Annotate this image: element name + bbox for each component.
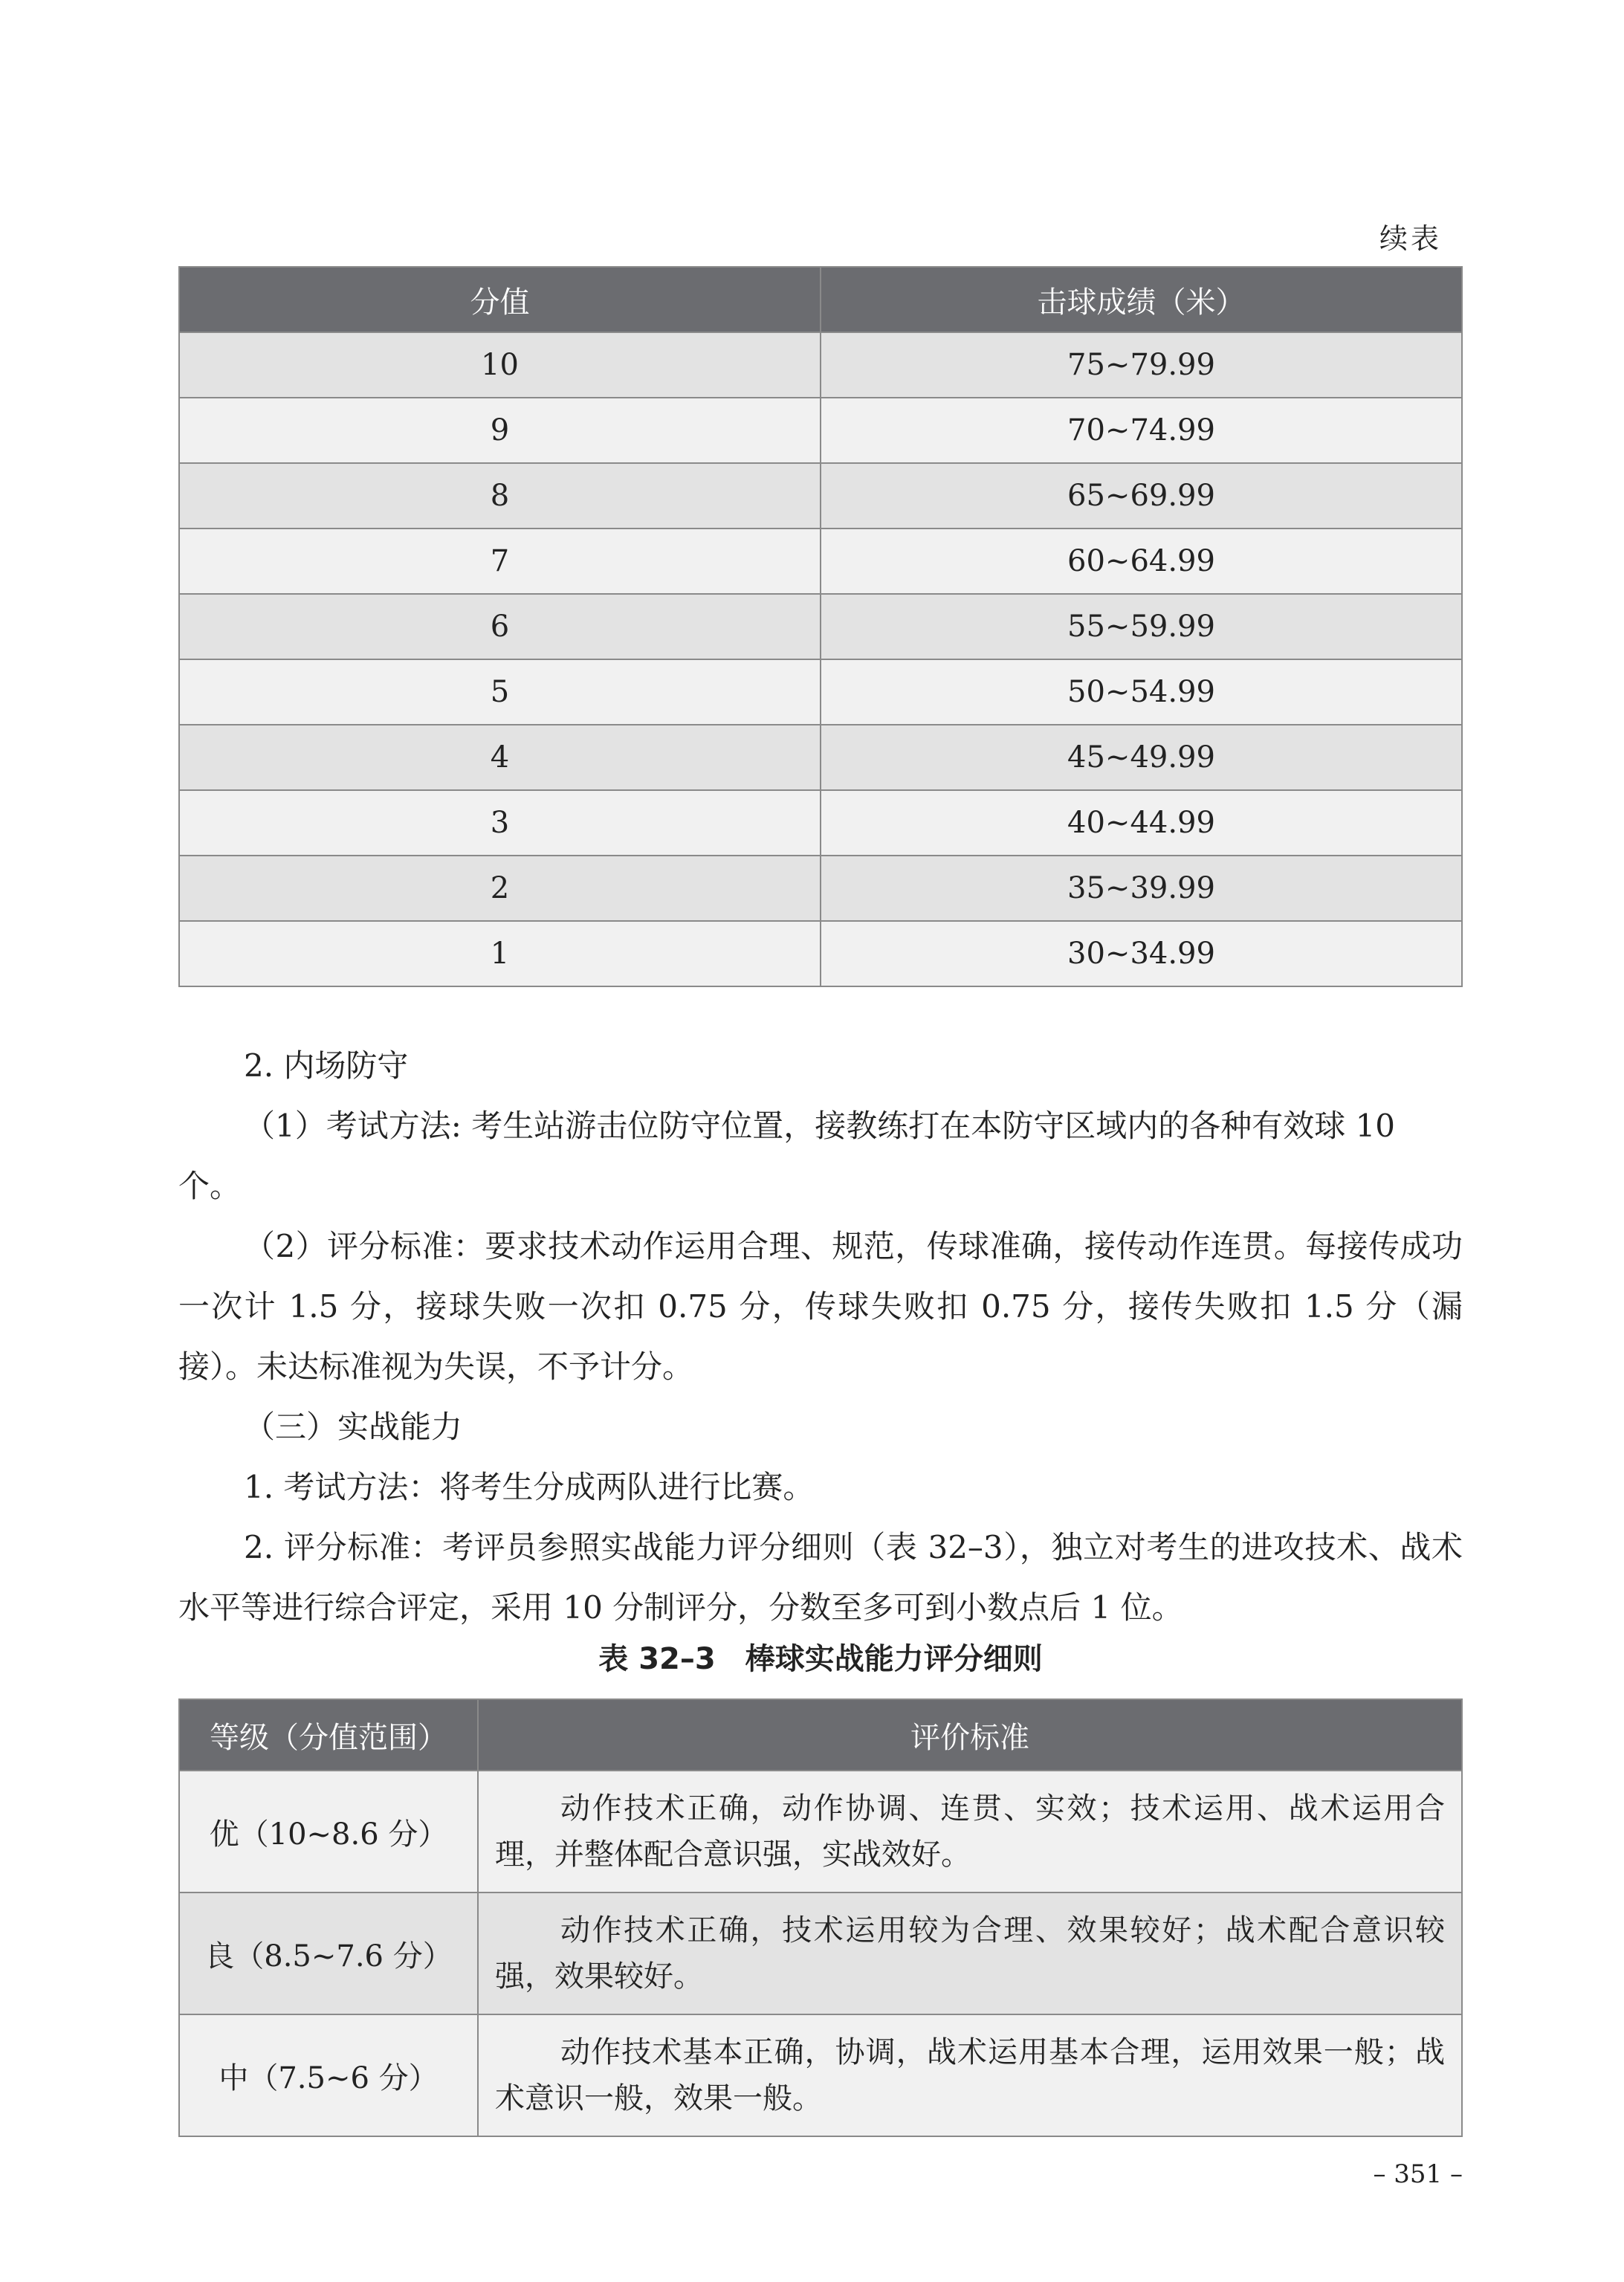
range-cell: 75~79.99 (821, 332, 1462, 398)
score-cell: 10 (179, 332, 821, 398)
page-number: – 351 – (1373, 2159, 1463, 2189)
paragraph-combat-test-method: 1. 考试方法：将考生分成两队进行比赛。 (244, 1469, 815, 1505)
rating-table-header (179, 1699, 1462, 1771)
table-row (179, 1892, 1462, 2014)
table-caption: 表 32–3 棒球实战能力评分细则 (598, 1642, 1043, 1676)
column-header-hit-result: 击球成绩（米） (821, 267, 1462, 332)
table-row (179, 790, 1462, 856)
range-cell: 55~59.99 (821, 594, 1462, 659)
table-row (179, 398, 1462, 463)
table-row (179, 921, 1462, 986)
score-table-header (179, 267, 1462, 332)
paragraph-scoring-standard: （2）评分标准：要求技术动作运用合理、规范，传球准确，接传动作连贯。每接传成功一次计 1.5 分，接球失败一次扣 0.75 分，传球失败扣 0.75 分，接传失败扣 1.5 分（漏接）。未达标准视为失误，不予计分。 (178, 1228, 1463, 1385)
score-cell: 8 (179, 463, 821, 529)
table-row (179, 529, 1462, 594)
table-row (179, 594, 1462, 659)
section-heading-infield-defense: 2. 内场防守 (244, 1047, 409, 1084)
paragraph-combat-scoring-standard: 2. 评分标准：考评员参照实战能力评分细则（表 32–3），独立对考生的进攻技术、战术水平等进行综合评定，采用 10 分制评分，分数至多可到小数点后 1 位。 (178, 1529, 1463, 1626)
range-cell: 45~49.99 (821, 725, 1462, 790)
range-cell: 30~34.99 (821, 921, 1462, 986)
range-cell: 50~54.99 (821, 659, 1462, 725)
grade-cell: 优（10~8.6 分） (179, 1771, 478, 1892)
score-cell: 3 (179, 790, 821, 856)
score-cell: 5 (179, 659, 821, 725)
range-cell: 70~74.99 (821, 398, 1462, 463)
table-row (179, 2014, 1462, 2136)
table-row (179, 659, 1462, 725)
score-cell: 6 (179, 594, 821, 659)
score-cell: 7 (179, 529, 821, 594)
range-cell: 60~64.99 (821, 529, 1462, 594)
table-row (179, 856, 1462, 921)
table-row (179, 463, 1462, 529)
grade-cell: 良（8.5~7.6 分） (179, 1892, 478, 2014)
score-cell: 9 (179, 398, 821, 463)
column-header-criteria: 评价标准 (478, 1699, 1462, 1771)
section-heading-combat-ability: （三）实战能力 (244, 1409, 463, 1445)
column-header-grade: 等级（分值范围） (179, 1699, 478, 1771)
range-cell: 40~44.99 (821, 790, 1462, 856)
continued-table-label: 续表 (1379, 222, 1442, 255)
score-table (178, 266, 1463, 987)
range-cell: 65~69.99 (821, 463, 1462, 529)
table-row (179, 1771, 1462, 1892)
column-header-score: 分值 (179, 267, 821, 332)
grade-cell: 中（7.5~6 分） (179, 2014, 478, 2136)
paragraph-test-method: （1）考试方法: 考生站游击位防守位置，接教练打在本防守区域内的各种有效球 10 个。 (178, 1108, 1396, 1204)
criteria-cell: 动作技术正确，技术运用较为合理、效果较好；战术配合意识较强，效果较好。 (478, 1892, 1462, 2014)
rating-table (178, 1698, 1463, 2137)
criteria-cell: 动作技术正确，动作协调、连贯、实效；技术运用、战术运用合理，并整体配合意识强，实战效好。 (478, 1771, 1462, 1892)
score-cell: 2 (179, 856, 821, 921)
range-cell: 35~39.99 (821, 856, 1462, 921)
score-cell: 1 (179, 921, 821, 986)
score-cell: 4 (179, 725, 821, 790)
criteria-cell: 动作技术基本正确，协调，战术运用基本合理，运用效果一般；战术意识一般，效果一般。 (478, 2014, 1462, 2136)
table-row (179, 725, 1462, 790)
table-row (179, 332, 1462, 398)
body-text (178, 1035, 1463, 1638)
